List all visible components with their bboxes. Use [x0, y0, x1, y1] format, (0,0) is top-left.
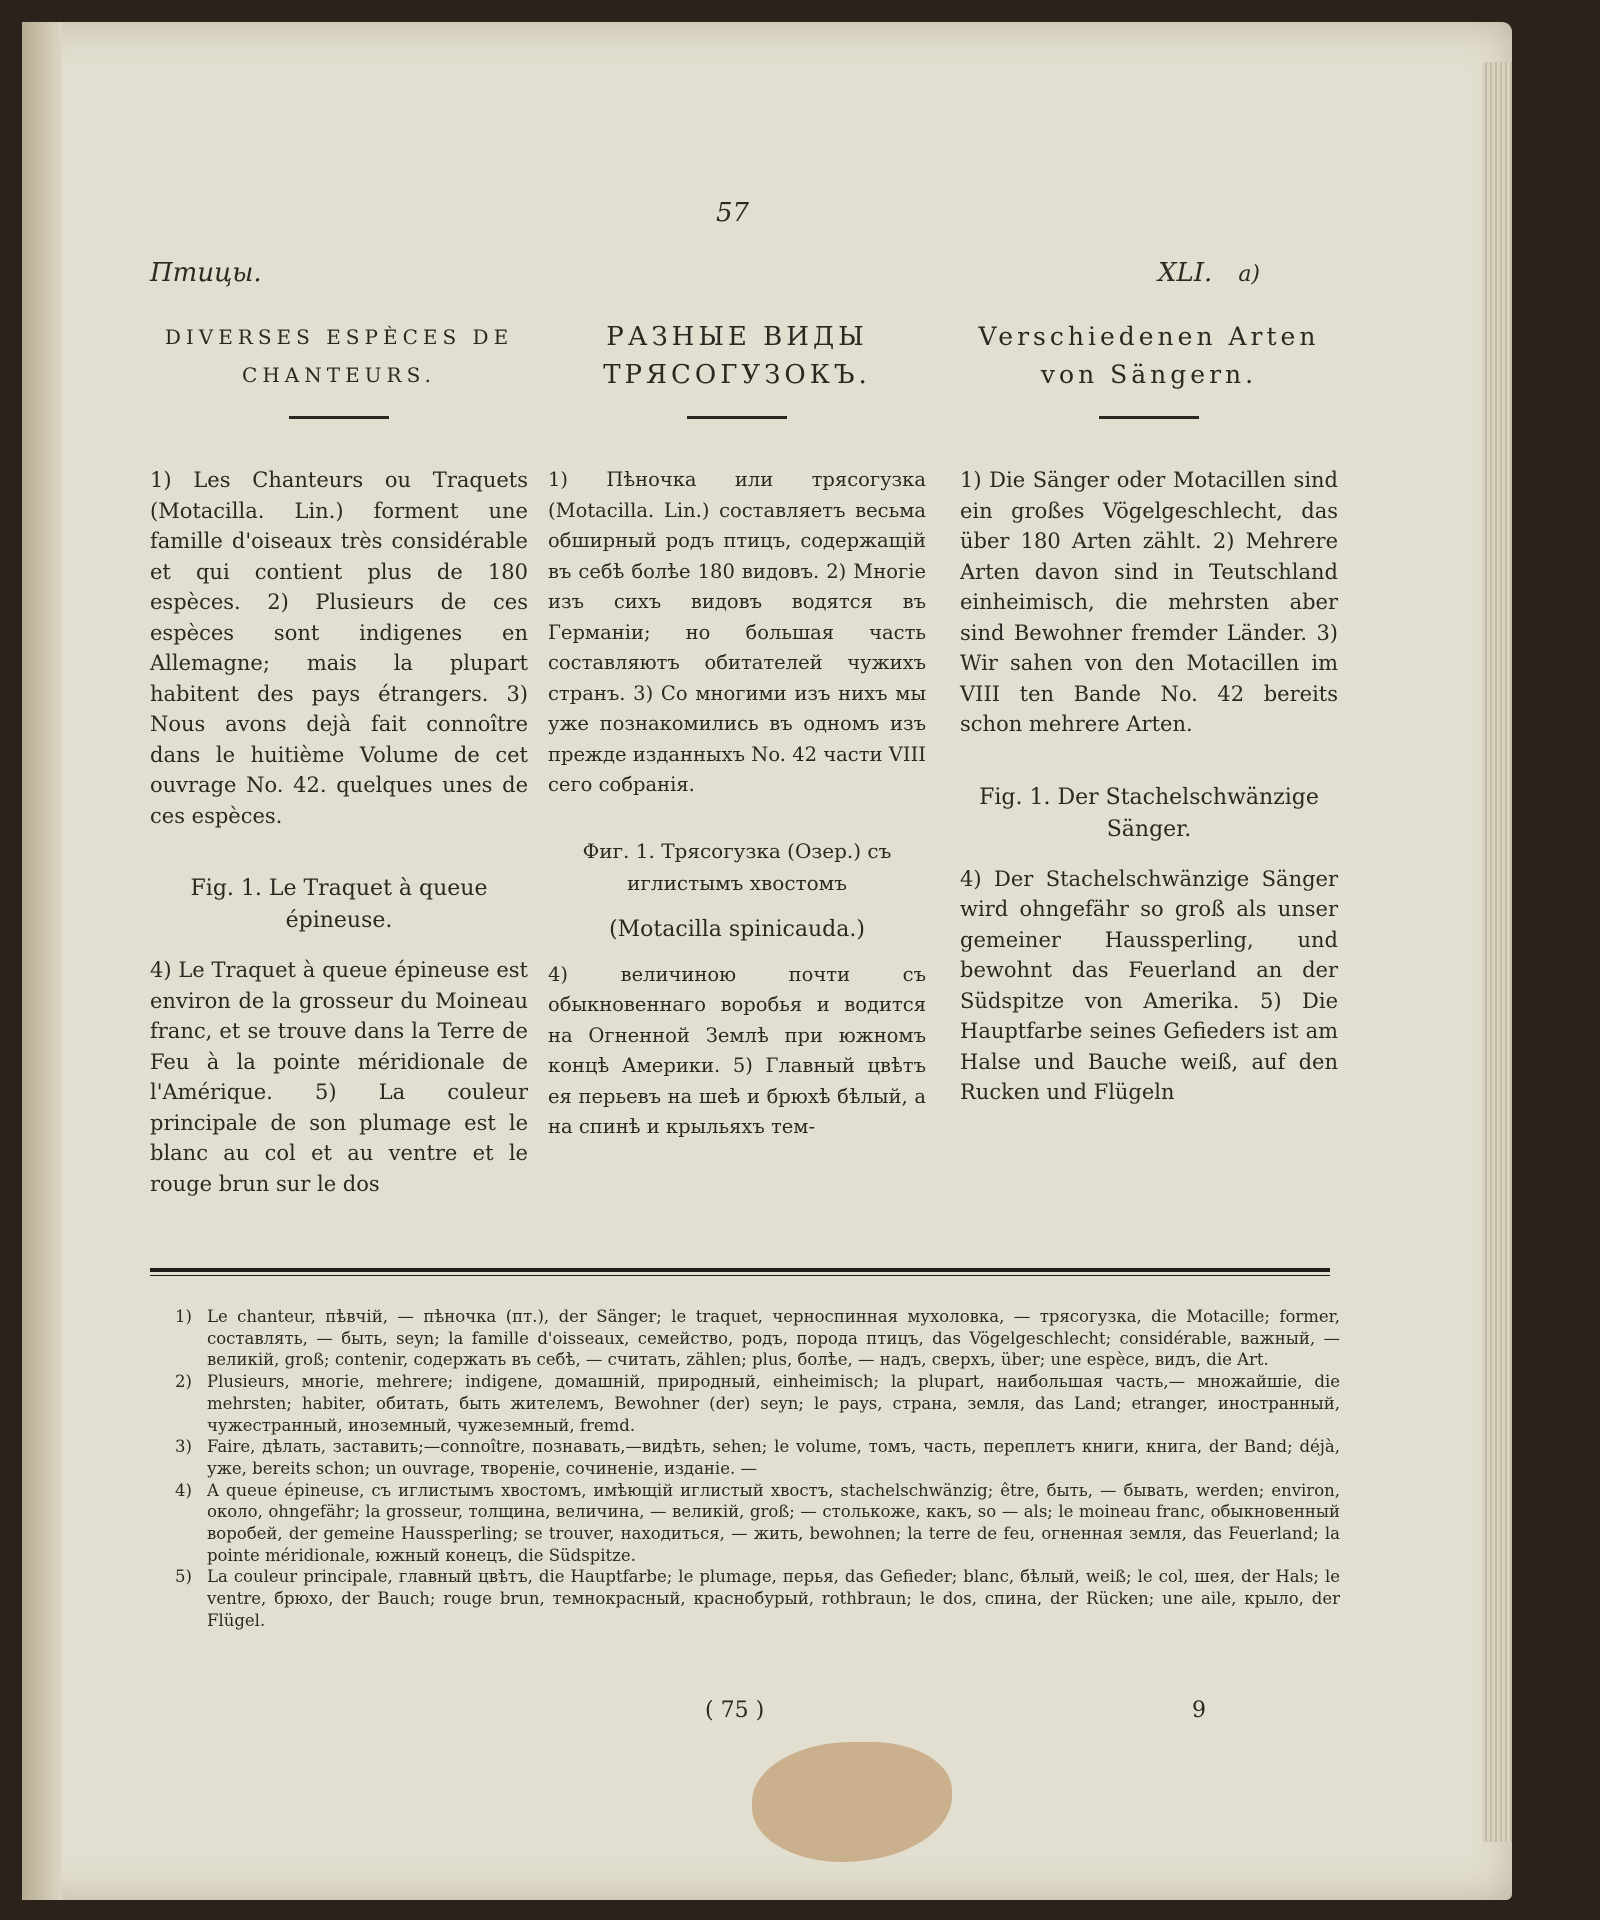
- paragraph-intro: 1) Пѣночка или трясогузка (Motacilla. Lin.) составляетъ весьма обширный родъ птицъ, содержащій въ себѣ болѣе 180 видовъ. 2) Многіе изъ сихъ видовъ водятся въ Германіи; но большая часть составляютъ обитателей чужихъ странъ. 3) Со многими изъ нихъ мы уже познакомились въ одномъ изъ прежде изданныхъ No. 42 части VIII сего собранія.: [548, 468, 926, 796]
- footnote-divider-thin: [150, 1275, 1330, 1276]
- page-gutter: [22, 22, 62, 1900]
- page-number: 57: [716, 198, 750, 228]
- title-rule: [289, 416, 389, 419]
- figure-caption: Fig. 1. Le Traquet à queue épineuse.: [190, 876, 488, 933]
- title-rule: [1099, 416, 1199, 419]
- figure-caption: Fig. 1. Der Stachelschwänzige Sänger.: [979, 784, 1319, 842]
- stain: [752, 1742, 952, 1862]
- column-title: РАЗНЫЕ ВИДЫ ТРЯСОГУЗОКЪ.: [603, 322, 871, 390]
- footnote-text: Le chanteur, пѣвчій, — пѣночка (пт.), der Sänger; le traquet, черноспинная мухоловка, — трясогузка, die Motacille; former, составлять, — быть, seyn; la famille d'oisseaux, семейство, родъ, порода птицъ, das Vögelgeschlecht; considérable, важный, — великій, groß; contenir, содержать въ себѣ, — считать, zählen; plus, болѣе, — надъ, сверхъ, über; une espèce, видъ, die Art.: [207, 1307, 1340, 1370]
- footnotes: [175, 1306, 1340, 1632]
- plate-sub: a): [1238, 262, 1261, 287]
- paragraph-description: 4) Der Stachelschwänzige Sänger wird ohngefähr so groß als unser gemeiner Haussperling, und bewohnt das Feuerland an der Südspitze von Amerika. 5) Die Hauptfarbe seines Gefieders ist am Halse und Bauche weiß, auf den Rucken und Flügeln: [960, 866, 1338, 1104]
- column-title: DIVERSES ESPÈCES DE CHANTEURS.: [164, 325, 514, 387]
- column-german: [960, 318, 1338, 1108]
- latin-name: (Motacilla spinicauda.): [609, 916, 865, 942]
- footnote-text: A queue épineuse, съ иглистымъ хвостомъ, имѣющій иглистый хвостъ, stachelschwänzig; être, быть, — бывать, werden; environ, около, ohngefähr; la grosseur, толщина, величина, — великій, groß; — столькоже, какъ, so — als; le moineau franc, обыкновенный воробей, der gemeine Haussperling; se trouver, находиться, — жить, bewohnen; la terre de feu, огненная земля, das Feuerland; la pointe méridionale, южный конецъ, die Südspitze.: [207, 1480, 1340, 1565]
- footnote: [175, 1371, 1340, 1436]
- paragraph-description: 4) Le Traquet à queue épineuse est environ de la grosseur du Moineau franc, et se trouve dans la Terre de Feu à la pointe méridionale de l'Amérique. 5) La couleur principale de son plumage est le blanc au col et au ventre et le rouge brun sur le dos: [150, 958, 528, 1196]
- column-french: [150, 318, 528, 1199]
- column-title: Verschiedenen Arten von Sängern.: [978, 322, 1320, 389]
- signature-number: ( 75 ): [705, 1698, 765, 1723]
- paragraph-intro: 1) Die Sänger oder Motacillen sind ein großes Vögelgeschlecht, das über 180 Arten zählt. 2) Mehrere Arten davon sind in Teutschland einheimisch, die mehrsten aber sind Bewohner fremder Länder. 3) Wir sahen von den Motacillen im VIII ten Bande No. 42 bereits schon mehrere Arten.: [960, 468, 1338, 736]
- sheet-number: 9: [1192, 1698, 1206, 1723]
- footnote: [175, 1480, 1340, 1567]
- header-right: [1158, 258, 1260, 288]
- footnote-number: 5): [175, 1567, 192, 1587]
- footnote-text: Plusieurs, многіе, mehrere; indigene, домашній, природный, einheimisch; la plupart, наибольшая часть,— множайшіе, die mehrsten; habiter, обитать, быть жителемъ, Bewohner (der) seyn; le pays, страна, земля, das Land; etranger, иностранный, чужестранный, иноземный, чужеземный, fremd.: [207, 1372, 1340, 1435]
- footnote: [175, 1566, 1340, 1631]
- footnote: [175, 1436, 1340, 1479]
- header-left: Птицы.: [150, 258, 262, 288]
- paragraph-intro: 1) Les Chanteurs ou Traquets (Motacilla. Lin.) forment une famille d'oiseaux très considérable et qui contient plus de 180 espèces. 2) Plusieurs de ces espèces sont indigenes en Allemagne; mais la plupart habitent des pays étrangers. 3) Nous avons dejà fait connoître dans le huitième Volume de cet ouvrage No. 42. quelques unes de ces espèces.: [150, 468, 528, 828]
- footnote: [175, 1306, 1340, 1371]
- plate-number: XLI.: [1158, 258, 1213, 288]
- footnote-divider: [150, 1268, 1330, 1272]
- page-edge: [1482, 62, 1512, 1842]
- footnote-number: 1): [175, 1307, 192, 1326]
- footnote-text: La couleur principale, главный цвѣтъ, die Hauptfarbe; le plumage, перья, das Gefieder; blanc, бѣлый, weiß; le col, шея, der Hals; le ventre, брюхо, der Bauch; rouge brun, темнокрасный, краснобурый, rothbraun; le dos, спина, der Rücken; une aile, крыло, der Flügel.: [207, 1567, 1340, 1630]
- footnote-number: 3): [175, 1437, 192, 1457]
- footnote-text: Faire, дѣлать, заставить;—connoître, познавать,—видѣть, sehen; le volume, томъ, часть, переплетъ книги, книга, der Band; déjà, уже, bereits schon; un ouvrage, твореніе, сочиненіе, изданіе. —: [207, 1437, 1340, 1478]
- paragraph-description: 4) величиною почти съ обыкновеннаго воробья и водится на Огненной Землѣ при южномъ концѣ Америки. 5) Главный цвѣтъ ея перьевъ на шеѣ и брюхѣ бѣлый, а на спинѣ и крыльяхъ тем-: [548, 962, 926, 1138]
- footnote-number: 4): [175, 1480, 192, 1500]
- title-rule: [687, 416, 787, 419]
- figure-caption: Фиг. 1. Трясогузка (Озер.) съ иглистымъ хвостомъ: [582, 838, 892, 895]
- column-russian: [548, 318, 926, 1143]
- footnote-number: 2): [175, 1372, 192, 1392]
